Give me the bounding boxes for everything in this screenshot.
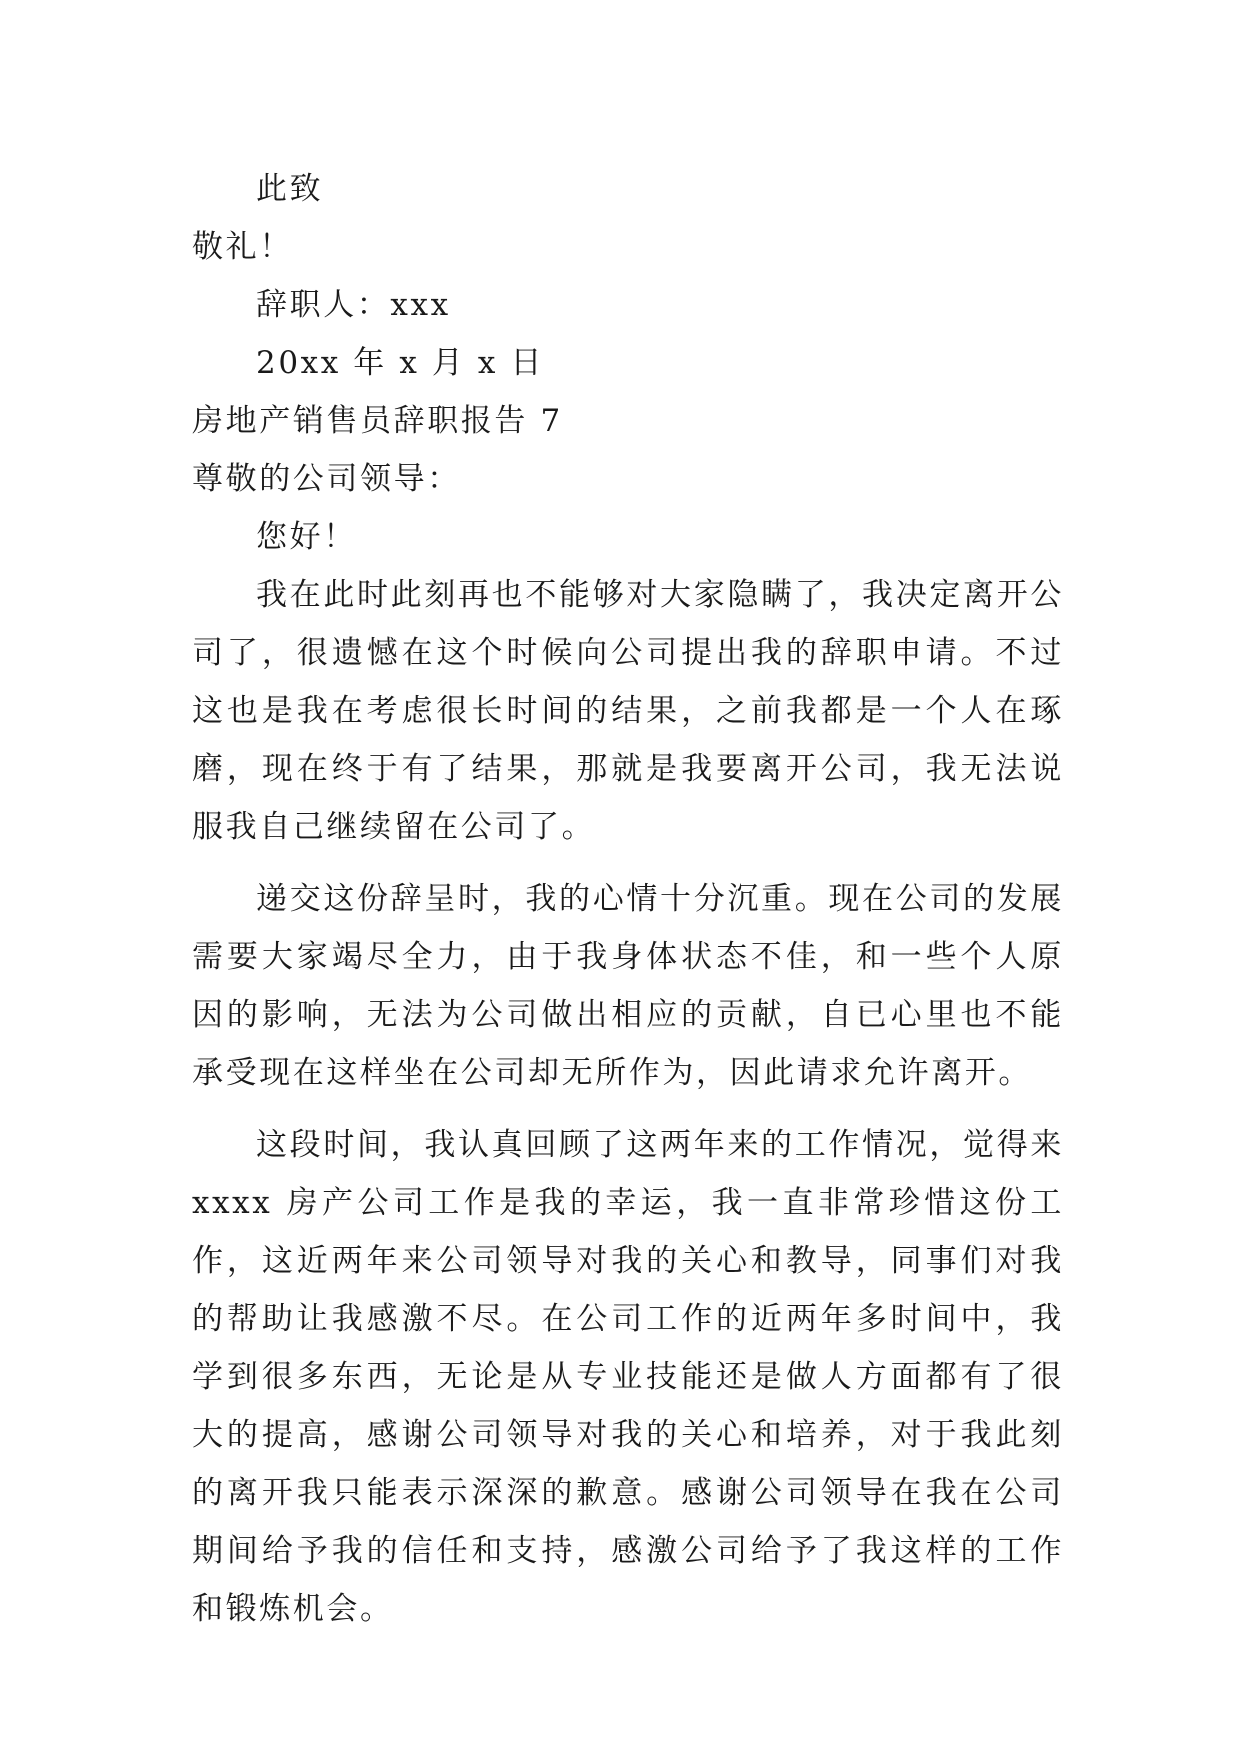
closing-cizhi: 此致	[256, 171, 324, 207]
paragraph-2-text: 递交这份辞呈时，我的心情十分沉重。现在公司的发展需要大家竭尽全力，由于我身体状态不佳，和一些个人原因的影响，无法为公司做出相应的贡献，自已心里也不能承受现在这样坐在公司却无所作为，因此请求允许离开。	[192, 881, 1064, 1091]
closing-jingli: 敬礼！	[192, 229, 293, 265]
paragraph-1-text: 我在此时此刻再也不能够对大家隐瞒了，我决定离开公司了，很遗憾在这个时候向公司提出我的辞职申请。不过这也是我在考虑很长时间的结果，之前我都是一个人在琢磨，现在终于有了结果，那就是我要离开公司，我无法说服我自己继续留在公司了。	[192, 577, 1064, 845]
paragraph-3	[192, 1116, 1064, 1638]
document-body	[192, 160, 1064, 1652]
signer-line: 辞职人：xxx	[256, 287, 451, 323]
date-line: 20xx 年 x 月 x 日	[256, 345, 545, 381]
letter-title: 房地产销售员辞职报告 7	[192, 403, 563, 439]
paragraph-3-text: 这段时间，我认真回顾了这两年来的工作情况，觉得来 xxxx 房产公司工作是我的幸运，我一直非常珍惜这份工作，这近两年来公司领导对我的关心和教导，同事们对我的帮助让我感激不尽。在公司工作的近两年多时间中，我学到很多东西，无论是从专业技能还是做人方面都有了很大的提高，感谢公司领导对我的关心和培养，对于我此刻的离开我只能表示深深的歉意。感谢公司领导在我在公司期间给予我的信任和支持，感激公司给予了我这样的工作和锻炼机会。	[192, 1127, 1064, 1627]
greeting: 您好！	[256, 519, 357, 555]
paragraph-1	[192, 566, 1064, 856]
paragraph-2	[192, 870, 1064, 1102]
salutation: 尊敬的公司领导：	[192, 461, 461, 497]
